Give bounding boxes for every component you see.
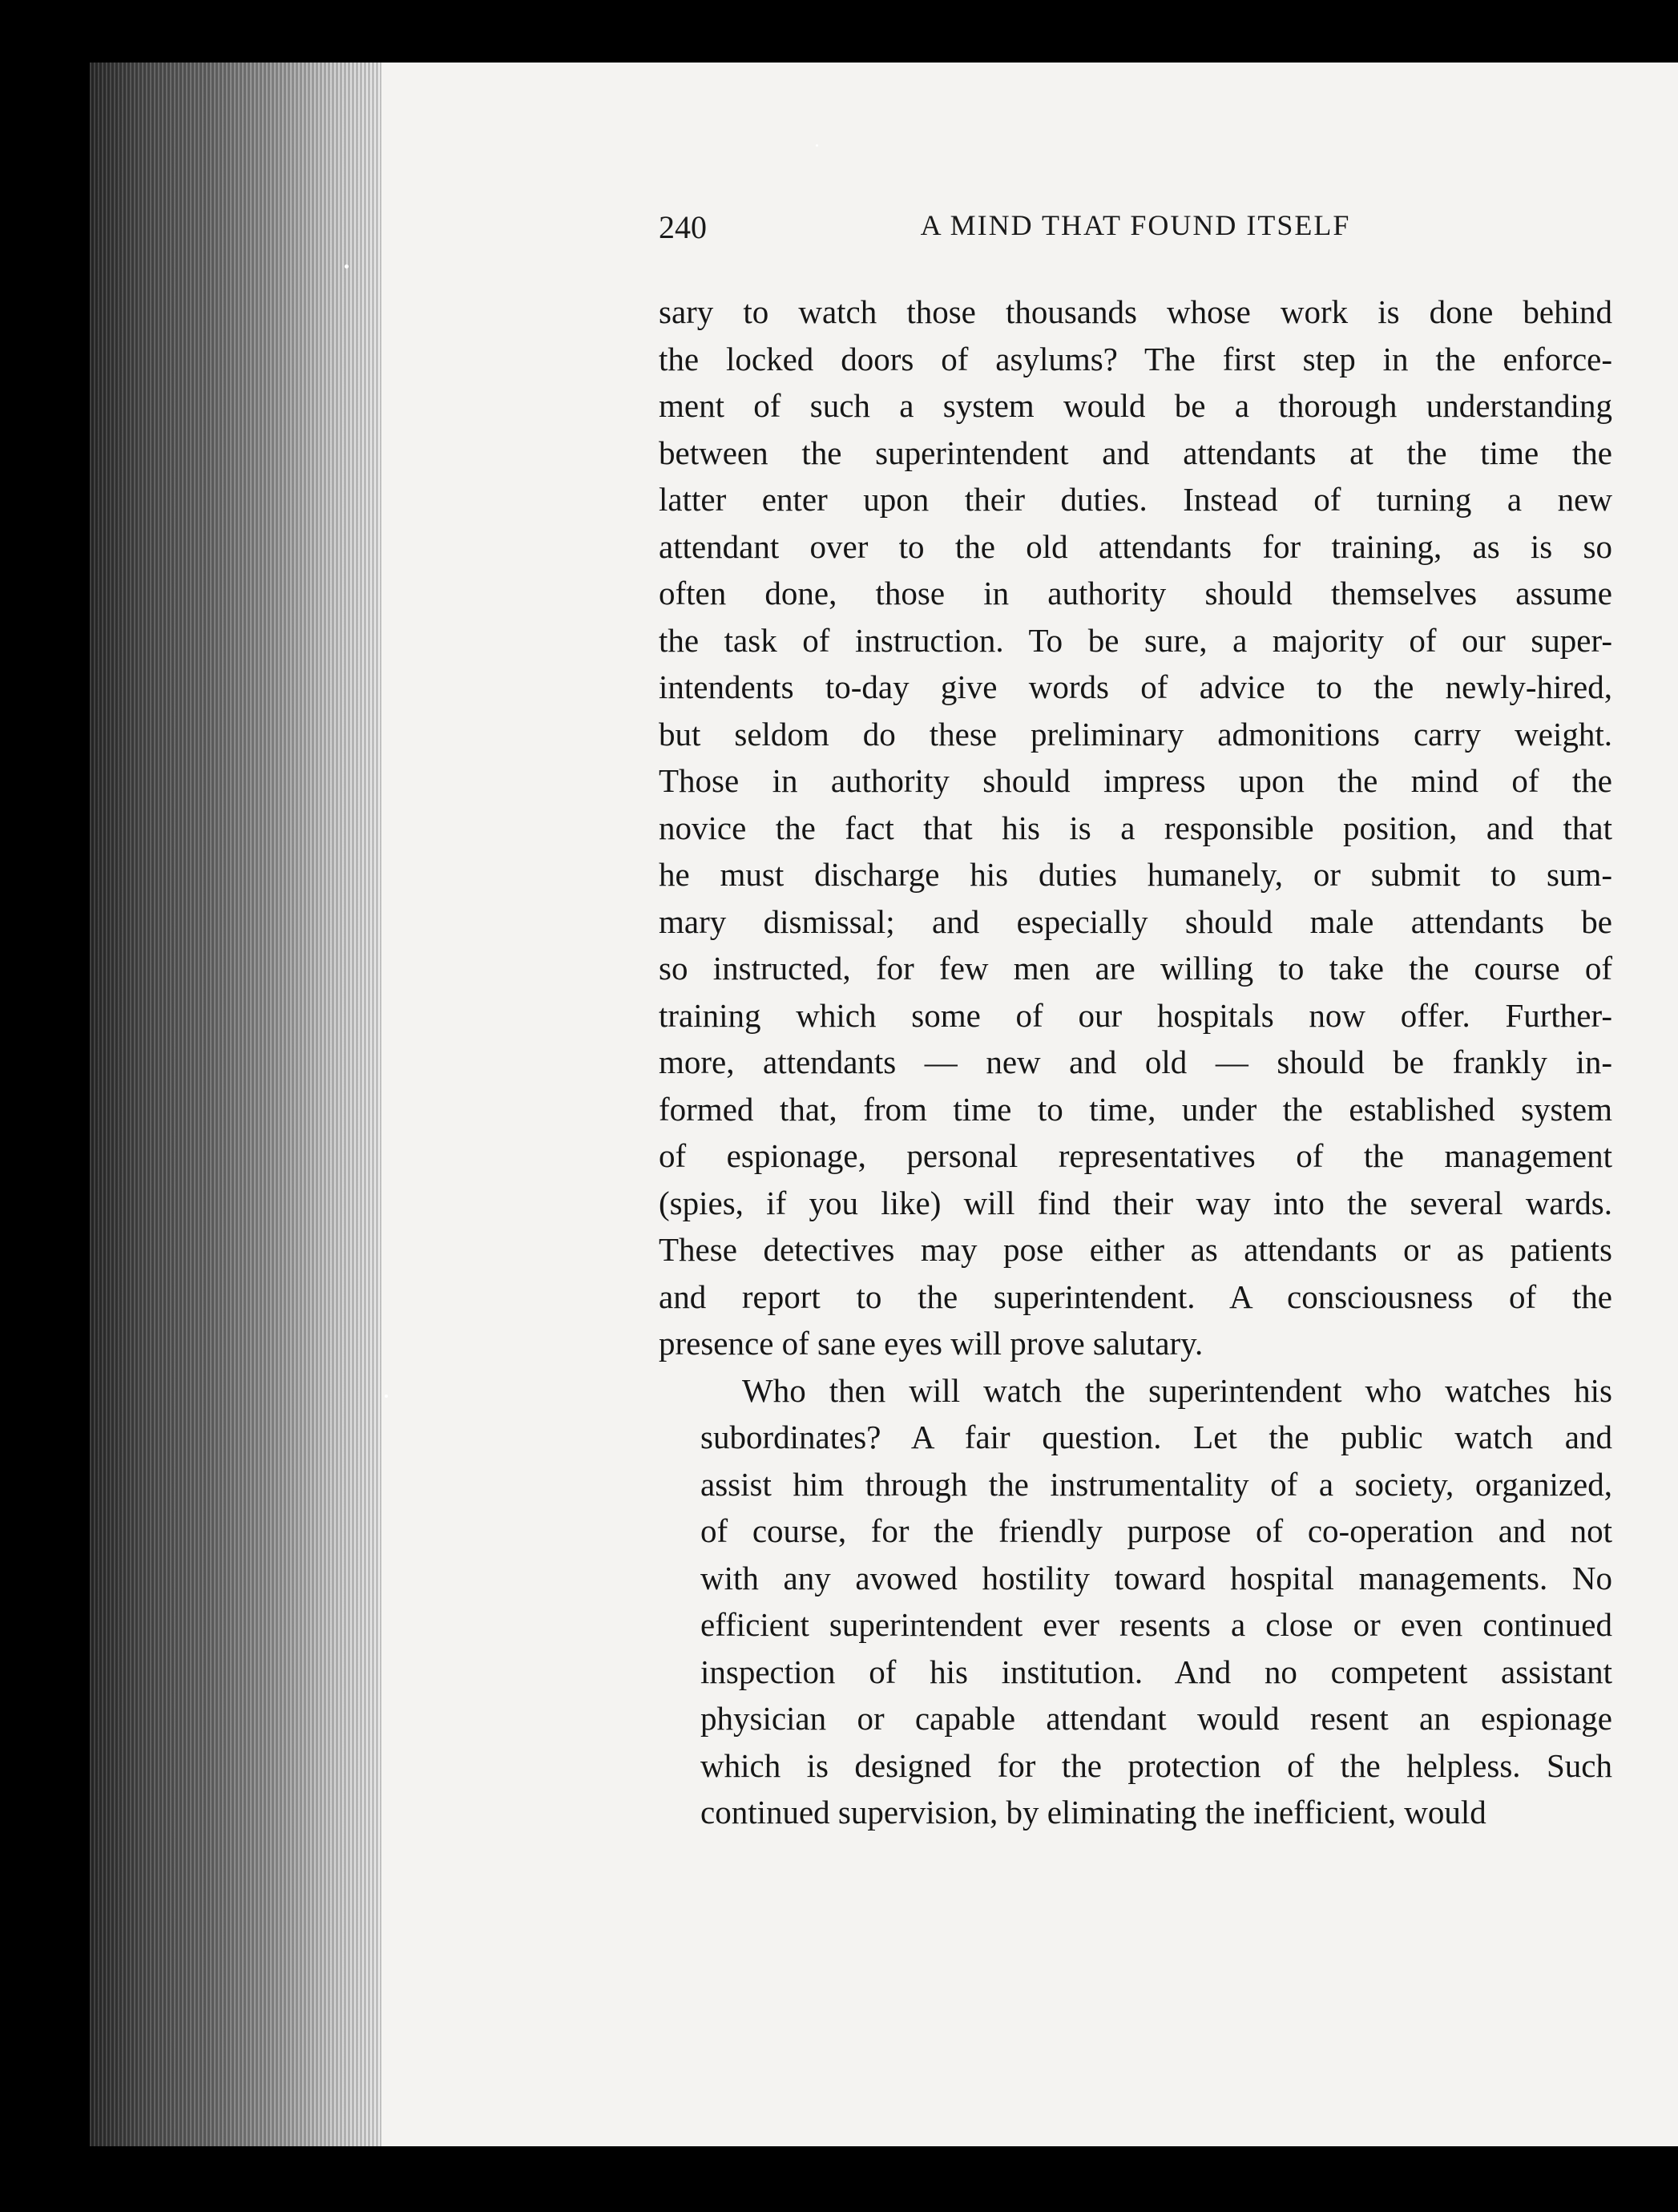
running-title: A MIND THAT FOUND ITSELF [920,209,1351,241]
running-head [659,208,1612,256]
text-line: Those in authority should impress upon the mind of the [659,762,1612,799]
text-line: he must discharge his duties humanely, or submit to sum- [659,856,1612,893]
text-line: more, attendants — new and old — should be frankly in- [659,1043,1612,1080]
scan-speck [345,264,349,268]
text-line: training which some of our hospitals now offer. Further- [659,996,1612,1034]
text-line: formed that, from time to time, under the established system [659,1090,1612,1128]
text-line: of espionage, personal representatives of the management [659,1137,1612,1174]
text-line: ment of such a system would be a thorough understanding [659,387,1612,424]
text-line: often done, those in authority should themselves assume [659,575,1612,612]
text-line: the locked doors of asylums? The first step in the enforce- [659,340,1612,377]
text-line: of course, for the friendly purpose of co-operation and not [700,1512,1612,1549]
text-line: so instructed, for few men are willing to take the course of [659,950,1612,987]
text-line: novice the fact that his is a responsible position, and that [659,809,1612,846]
text-line: intendents to-day give words of advice to the newly-hired, [659,668,1612,705]
page-text-block [659,208,1612,1836]
text-line: assist him through the instrumentality of a society, organized, [700,1465,1612,1503]
text-line: the task of instruction. To be sure, a majority of our super- [659,621,1612,659]
text-line: attendant over to the old attendants for training, as is so [659,527,1612,565]
paragraph [659,289,1612,1367]
scan-speck [385,1395,388,1398]
text-line: efficient superintendent ever resents a close or even continued [700,1606,1612,1643]
page-stack-edge [90,63,388,2146]
page-number: 240 [659,209,707,245]
text-line: (spies, if you like) will find their way into the several wards. [659,1184,1612,1221]
text-line: physician or capable attendant would resent an espionage [700,1700,1612,1737]
text-line: and report to the superintendent. A consciousness of the [659,1278,1612,1315]
text-line: inspection of his institution. And no competent assistant [700,1653,1612,1690]
text-line: presence of sane eyes will prove salutary. [659,1325,1204,1362]
text-line: latter enter upon their duties. Instead of turning a new [659,481,1612,518]
book-page [381,63,1678,2146]
paragraph [659,1367,1612,1836]
text-line: which is designed for the protection of the helpless. Such [700,1746,1612,1784]
text-line: but seldom do these preliminary admonitions carry weight. [659,715,1612,753]
text-line: subordinates? A fair question. Let the public watch and [700,1419,1612,1455]
text-line: sary to watch those thousands whose work is done behind [659,293,1612,330]
text-line: with any avowed hostility toward hospital managements. No [700,1559,1612,1596]
text-line: Who then will watch the superintendent who watches his [742,1371,1612,1409]
body-text [659,289,1612,1836]
text-line: between the superintendent and attendants at the time the [659,434,1612,471]
text-line: These detectives may pose either as attendants or as patients [659,1231,1612,1268]
scan-speck [816,144,818,147]
text-line: continued supervision, by eliminating the inefficient, would [700,1794,1486,1831]
text-line: mary dismissal; and especially should male attendants be [659,902,1612,940]
